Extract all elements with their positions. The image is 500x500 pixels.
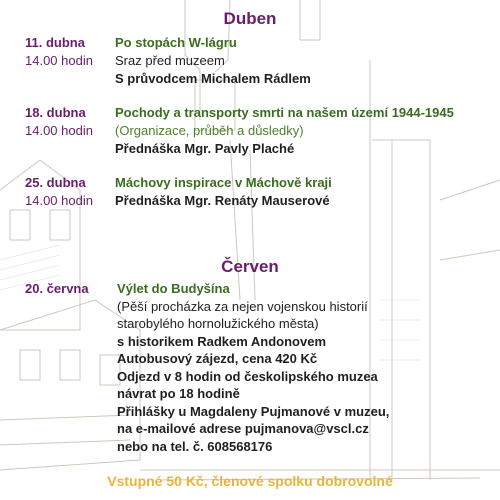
event-title: Máchovy inspirace v Máchově kraji [115,175,332,190]
event-time: 14.00 hodin [25,193,93,208]
event-title: Výlet do Budyšína [117,281,230,296]
event-detail-line: návrat po 18 hodině [117,386,240,401]
admission-note: Vstupné 50 Kč, členové spolku dobrovolné [107,473,393,489]
event-detail-line: (Pěší procházka za nejen vojenskou historií [117,299,368,314]
event-title: Pochody a transporty smrti na našem území 1944-1945 [115,105,454,120]
event-date: 20. června [25,281,89,296]
event-detail-line: Autobusový zájezd, cena 420 Kč [117,351,318,366]
event-time: 14.00 hodin [25,53,93,68]
event-date: 25. dubna [25,175,86,190]
event-detail-line: Přihlášky u Magdaleny Pujmanové v muzeu, [117,404,390,419]
event-title: Po stopách W-lágru [115,35,237,50]
section-heading-june: Červen [221,257,279,276]
event-detail-line: starobylého hornolužického města) [117,316,319,331]
event-detail-line: na e-mailové adrese pujmanova@vscl.cz [117,421,369,436]
event-date: 18. dubna [25,105,86,120]
event-date: 11. dubna [25,35,85,50]
event-note: Sraz před muzeem [115,53,225,68]
event-guide: Přednáška Mgr. Renáty Mauserové [115,193,330,208]
event-detail-line: s historikem Radkem Andonovem [117,334,327,349]
event-detail-line: Odjezd v 8 hodin od českolipského muzea [117,369,378,384]
event-detail-line: nebo na tel. č. 608568176 [117,439,273,454]
section-heading-april: Duben [223,9,277,28]
event-guide: S průvodcem Michalem Rádlem [115,71,311,86]
event-note: (Organizace, průběh a důsledky) [115,123,304,138]
event-time: 14.00 hodin [25,123,93,138]
event-guide: Přednáška Mgr. Pavly Plaché [115,141,295,156]
